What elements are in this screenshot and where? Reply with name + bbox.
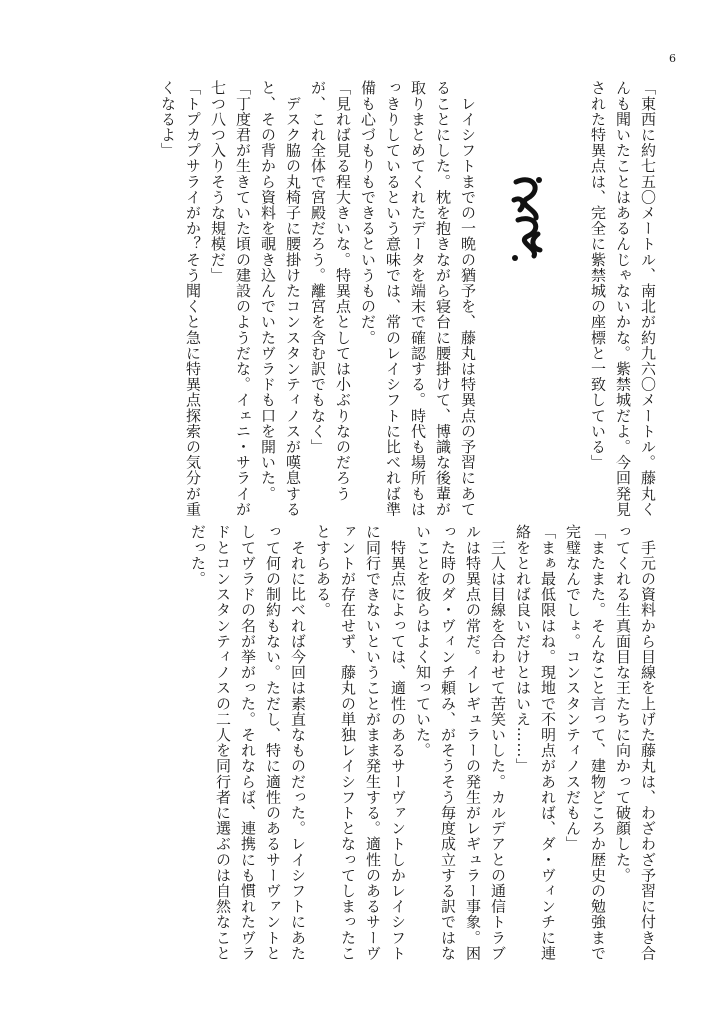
calligraphic-ornament-icon <box>508 170 546 266</box>
paragraph: 三人は目線を合わせて苦笑いした。カルデアとの通信トラブルは特異点の常だ。イレギュラーの発生がレギュラー事象。困った時のダ・ヴィンチ頼み、がそうそう毎度成立する訳ではないことを彼らはよく知っていた。 <box>414 524 507 961</box>
page-number: 6 <box>669 52 676 65</box>
dialogue-line: 「丁度君が生きていた頃の建設のようだな。イェニ・サライが七つ八つ入りそうな規模だ」 <box>209 80 252 517</box>
paragraph: 特異点によっては、適性のあるサーヴァントしかレイシフトに同行できないということがまま発生する。適性のあるサーヴァントが存在せず、藤丸の単独レイシフトとなってしまったことすらある。 <box>314 524 407 961</box>
paragraph: それに比べれば今回は素直なものだった。レイシフトにあたって何の制約もない。ただし、特に適性のあるサーヴァントとしてヴラドの名が挙がった。それならば、連携にも慣れたヴラドとコンスタンティノスの二人を同行者に選ぶのは自然なことだった。 <box>189 524 307 961</box>
paragraph: 「東西に約七五〇メートル、南北が約九六〇メートル。藤丸くんも聞いたことはあるんじゃないかな。紫禁城だよ。今回発見された特異点は、完全に紫禁城の座標と一致している」 <box>589 80 657 517</box>
dialogue-line: 「またまた。そんなこと言って、建物どころか歴史の勉強まで完璧なんでしょ。コンスタンティノスだもん」 <box>564 524 607 961</box>
text-column-upper-left <box>140 80 480 520</box>
paragraph: 手元の資料から目線を上げた藤丸は、わざわざ予習に付き合ってくれる生真面目な王たちに向かって破顔した。 <box>614 524 657 961</box>
text-column-lower <box>140 524 660 964</box>
paragraph: デスク脇の丸椅子に腰掛けたコンスタンティノスが嘆息すると、その背から資料を覗き込んでいたヴラドも口を開いた。 <box>259 80 302 517</box>
paragraph: レイシフトまでの一晩の猶予を、藤丸は特異点の予習にあてることにした。枕を抱きながら寝台に腰掛けて、博識な後輩が取りまとめてくれたデータを端末で確認する。時代も場所もはっきりしているという意味では、常のレイシフトに比べれば準備も心づもりもできるというものだ。 <box>359 80 477 517</box>
text-column-upper-right <box>560 80 660 520</box>
dialogue-line: 「まぁ最低限はね。現地で不明点があれば、ダ・ヴィンチに連絡をとれば良いだけとはいえ……」 <box>514 524 557 961</box>
dialogue-line: 「トプカプサライがか？そう聞くと急に特異点探索の気分が重くなるよ」 <box>159 80 202 517</box>
dialogue-line: 「見れば見る程大きいな。特異点としては小ぶりなのだろうが、これ全体で宮殿だろう。離宮を含む訳でもなく」 <box>309 80 352 502</box>
